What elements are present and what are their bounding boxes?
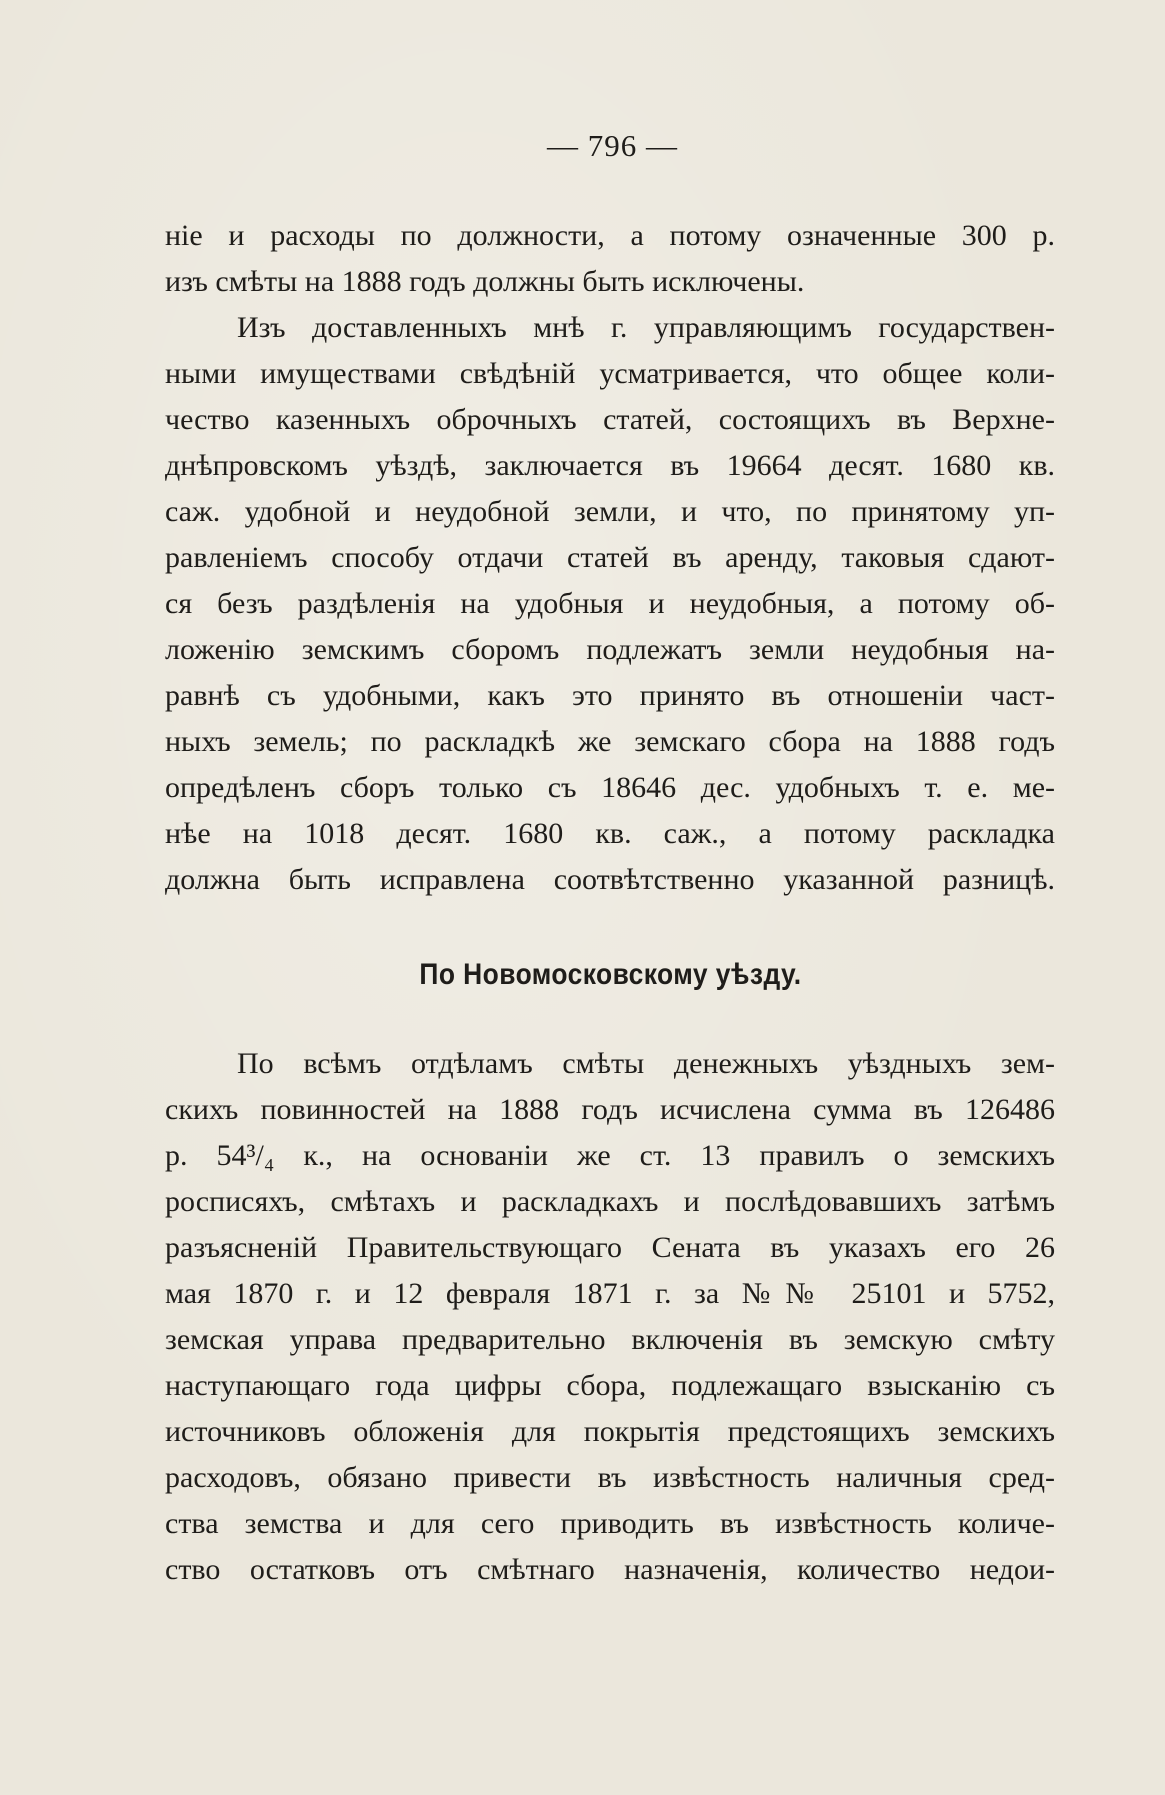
text-line: чество казенныхъ оброчныхъ статей, состоящихъ въ Верхне-	[165, 403, 1055, 436]
text-line: мая 1870 г. и 12 февраля 1871 г. за №№ 25101 и 5752,	[165, 1277, 1055, 1310]
text-line: равнѣ съ удобными, какъ это принято въ отношеніи част-	[165, 679, 1055, 712]
text-line: источниковъ обложенія для покрытія предстоящихъ земскихъ	[165, 1415, 1055, 1448]
text-line: должна быть исправлена соотвѣтственно указанной разницѣ.	[165, 863, 1055, 896]
section-1-text	[165, 213, 1055, 903]
text-line: земская управа предварительно включенія въ земскую смѣту	[165, 1323, 1055, 1356]
text-line: изъ смѣты на 1888 годъ должны быть исключены.	[165, 265, 805, 298]
text-line: ложенію земскимъ сборомъ подлежатъ земли неудобныя на-	[165, 633, 1055, 666]
text-line: равленіемъ способу отдачи статей въ аренду, таковыя сдают-	[165, 541, 1055, 574]
text-line: расходовъ, обязано привести въ извѣстность наличныя сред-	[165, 1461, 1055, 1494]
text-line: ства земства и для сего приводить въ извѣстность количе-	[165, 1507, 1055, 1540]
section-2-text	[165, 1041, 1055, 1593]
text-line: ніе и расходы по должности, а потому означенные 300 р.	[165, 219, 1055, 252]
text-line: наступающаго года цифры сбора, подлежащаго взысканію съ	[165, 1369, 1055, 1402]
text-line: саж. удобной и неудобной земли, и что, по принятому уп-	[165, 495, 1055, 528]
text-line: ся безъ раздѣленія на удобныя и неудобныя, а потому об-	[165, 587, 1055, 620]
text-line: р. 54³/₄ к., на основаніи же ст. 13 правилъ о земскихъ	[165, 1139, 1055, 1172]
text-line: По всѣмъ отдѣламъ смѣты денежныхъ уѣздныхъ зем-	[237, 1047, 1055, 1080]
text-line: ство остатковъ отъ смѣтнаго назначенія, количество недои-	[165, 1553, 1055, 1586]
text-line: ныхъ земель; по раскладкѣ же земскаго сбора на 1888 годъ	[165, 725, 1055, 758]
text-line: разъясненій Правительствующаго Сената въ указахъ его 26	[165, 1231, 1055, 1264]
text-line: росписяхъ, смѣтахъ и раскладкахъ и послѣдовавшихъ затѣмъ	[165, 1185, 1055, 1218]
text-line: опредѣленъ сборъ только съ 18646 дес. удобныхъ т. е. ме-	[165, 771, 1055, 804]
text-line: ными имуществами свѣдѣній усматривается, что общее коли-	[165, 357, 1055, 390]
page-number: — 796 —	[547, 128, 678, 163]
text-line: нѣе на 1018 десят. 1680 кв. саж., а потому раскладка	[165, 817, 1055, 850]
section-heading: По Новомосковскому уѣзду.	[419, 958, 802, 991]
text-line: днѣпровскомъ уѣздѣ, заключается въ 19664 десят. 1680 кв.	[165, 449, 1055, 482]
text-line: Изъ доставленныхъ мнѣ г. управляющимъ государствен-	[237, 311, 1055, 344]
text-line: скихъ повинностей на 1888 годъ исчислена сумма въ 126486	[165, 1093, 1055, 1126]
